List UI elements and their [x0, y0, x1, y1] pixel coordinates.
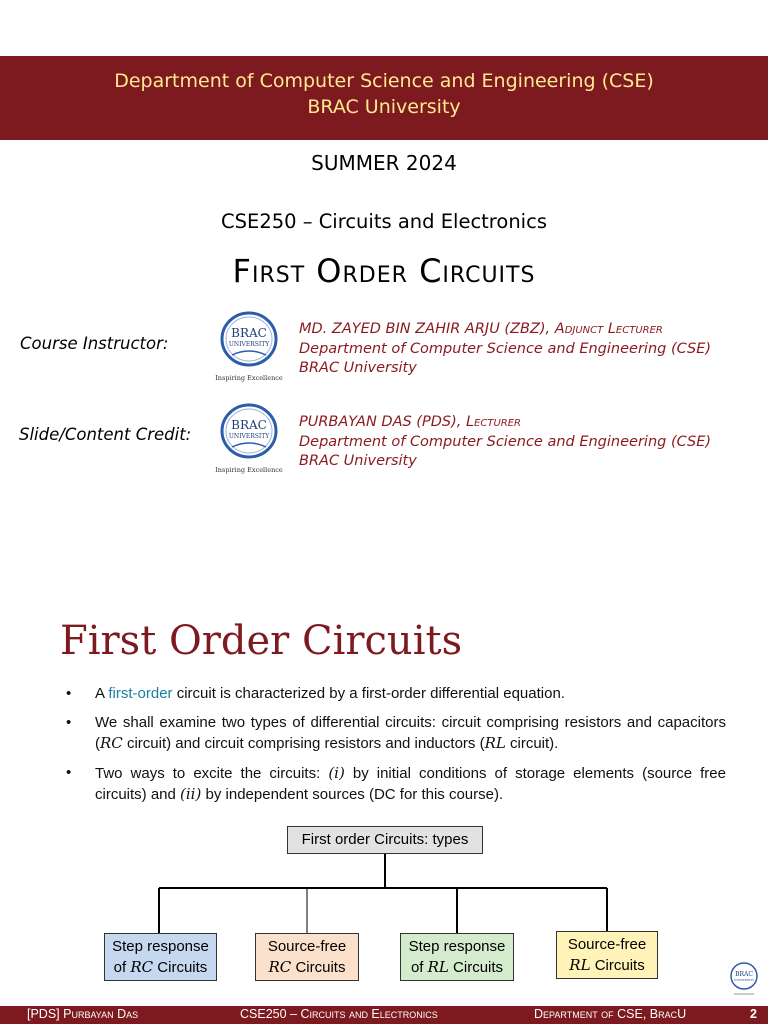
slide-title: First Order Circuits [232, 252, 536, 290]
instructor-position: Adjunct Lecturer [554, 321, 663, 337]
credit-role-label: Slide/Content Credit: [19, 425, 192, 444]
svg-text:UNIVERSITY: UNIVERSITY [733, 978, 755, 982]
footer-bar [0, 1006, 768, 1024]
banner-university: BRAC University [307, 96, 461, 118]
logo-tagline: Inspiring Excellence [215, 374, 283, 382]
logo-text-top: BRAC [231, 418, 267, 432]
footer-department: Department of CSE, BracU [534, 1007, 687, 1021]
credit-name: PURBAYAN DAS (PDS), [299, 414, 462, 430]
instructor-role-label: Course Instructor: [20, 334, 169, 353]
node-source-free-rc: Source-free RC Circuits [255, 933, 359, 981]
slide2-title: First Order Circuits [60, 618, 463, 664]
footer-course: CSE250 – Circuits and Electronics [240, 1007, 438, 1021]
node-step-response-rl: Step response of RL Circuits [400, 933, 514, 981]
instructor-department: Department of Computer Science and Engineering (CSE) [299, 340, 712, 357]
page-number: 2 [750, 1007, 757, 1021]
logo-text-bottom: UNIVERSITY [228, 341, 270, 348]
instructor-name: MD. ZAYED BIN ZAHIR ARJU (ZBZ), [299, 321, 551, 337]
logo-text-bottom: UNIVERSITY [228, 433, 270, 440]
term-label: SUMMER 2024 [311, 151, 457, 175]
bullet-item: • A first-order circuit is characterized by a first-order differential equation. [66, 684, 726, 704]
svg-text:BRAC: BRAC [735, 971, 753, 978]
banner-department: Department of Computer Science and Engineering (CSE) [114, 70, 654, 92]
credit-department: Department of Computer Science and Engineering (CSE) [299, 433, 712, 450]
bullet-item: • We shall examine two types of differential circuits: circuit comprising resistors and capacitors (RC circuit) and circuit comprising resistors and inductors (RL circuit). [66, 713, 726, 754]
logo-tagline: Inspiring Excellence [215, 466, 283, 474]
instructor-university: BRAC University [299, 360, 417, 376]
bullet-item: • Two ways to excite the circuits: (i) by initial conditions of storage elements (source free circuits) and (ii) by independent sources (DC for this course). [66, 763, 726, 805]
course-title: CSE250 – Circuits and Electronics [221, 210, 547, 233]
node-source-free-rl: Source-free RL Circuits [556, 931, 658, 979]
logo-text-top: BRAC [231, 326, 267, 340]
footer-author: [PDS] Purbayan Das [27, 1007, 139, 1021]
diagram-root-node: First order Circuits: types [287, 826, 483, 854]
first-order-link[interactable]: first-order [108, 685, 173, 702]
credit-position: Lecturer [465, 414, 521, 430]
brac-mini-logo [726, 960, 762, 998]
credit-university: BRAC University [299, 453, 417, 469]
node-step-response-rc: Step response of RC Circuits [104, 933, 217, 981]
